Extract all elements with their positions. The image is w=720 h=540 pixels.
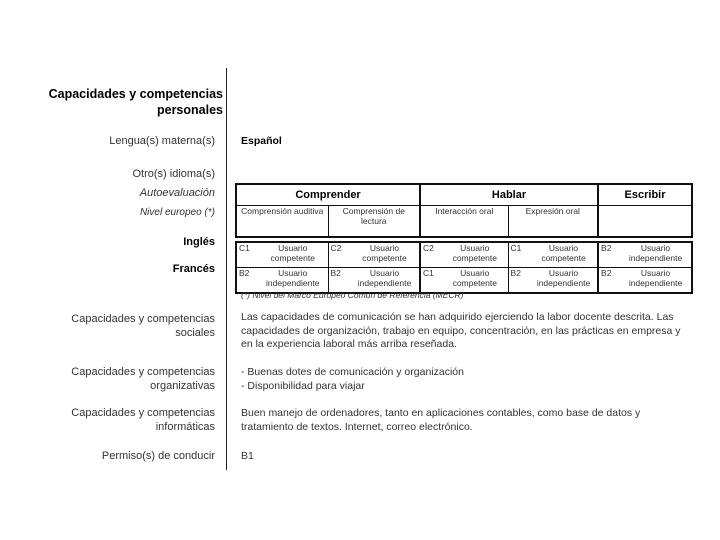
- header-write: Escribir: [598, 184, 692, 206]
- social-text: Las capacidades de comunicación se han adquirido ejerciendo la labor docente descrita. Las capacidades de organización, trabajo en equipo, concentración, en las prácticas en empresa y en la experiencia laboral más arriba reseñada.: [241, 311, 681, 350]
- subheader-interaction: Interacción oral: [420, 206, 508, 238]
- subheader-reading: Comprensión de lectura: [328, 206, 420, 238]
- level-desc: Usuario competente: [530, 242, 598, 268]
- level-desc: Usuario competente: [258, 242, 328, 268]
- subheader-writing-empty: [598, 206, 692, 238]
- driving-license-value: B1: [241, 450, 254, 462]
- level-code: B2: [508, 268, 530, 294]
- organizational-label: Capacidades y competencias organizativas: [71, 366, 215, 392]
- social-label: Capacidades y competencias sociales: [71, 313, 215, 339]
- level-code: C1: [236, 242, 258, 268]
- computer-text: Buen manejo de ordenadores, tanto en aplicaciones contables, como base de datos y tratamiento de textos. Internet, correo electrónico.: [241, 407, 641, 433]
- level-code: C1: [508, 242, 530, 268]
- table-row: [236, 242, 692, 268]
- level-code: B2: [598, 268, 620, 294]
- level-code: C2: [420, 242, 442, 268]
- self-assessment-label: Autoevaluación: [139, 187, 215, 199]
- level-desc: Usuario independiente: [620, 242, 692, 268]
- level-desc: Usuario independiente: [350, 268, 420, 294]
- level-desc: Usuario competente: [442, 268, 508, 294]
- language-name-2: Francés: [172, 263, 215, 275]
- mother-tongue-value: Español: [241, 135, 282, 147]
- subheader-listening: Comprensión auditiva: [236, 206, 328, 238]
- section-title: Capacidades y competencias personales: [48, 87, 223, 117]
- driving-license-label: Permiso(s) de conducir: [101, 450, 215, 462]
- header-understand: Comprender: [236, 184, 420, 206]
- organizational-list: [241, 366, 691, 393]
- european-level-label: Nivel europeo (*): [139, 207, 215, 218]
- level-code: C2: [328, 242, 350, 268]
- level-desc: Usuario independiente: [620, 268, 692, 294]
- other-languages-label: Otro(s) idioma(s): [132, 168, 215, 180]
- subheader-production: Expresión oral: [508, 206, 598, 238]
- level-desc: Usuario independiente: [530, 268, 598, 294]
- list-item: - Disponibilidad para viajar: [241, 380, 691, 394]
- mother-tongue-label: Lengua(s) materna(s): [109, 135, 215, 147]
- language-table: [235, 183, 693, 294]
- level-code: B2: [328, 268, 350, 294]
- column-divider: [226, 68, 227, 470]
- computer-label: Capacidades y competencias informáticas: [71, 407, 215, 433]
- cefr-footnote: (*) Nivel del Marco Europeo Común de Referencia (MECR): [241, 290, 464, 300]
- level-code: B2: [598, 242, 620, 268]
- level-desc: Usuario independiente: [258, 268, 328, 294]
- language-name-1: Inglés: [183, 236, 215, 248]
- level-desc: Usuario competente: [350, 242, 420, 268]
- level-code: C1: [420, 268, 442, 294]
- level-desc: Usuario competente: [442, 242, 508, 268]
- header-speak: Hablar: [420, 184, 598, 206]
- level-code: B2: [236, 268, 258, 294]
- list-item: - Buenas dotes de comunicación y organización: [241, 366, 691, 380]
